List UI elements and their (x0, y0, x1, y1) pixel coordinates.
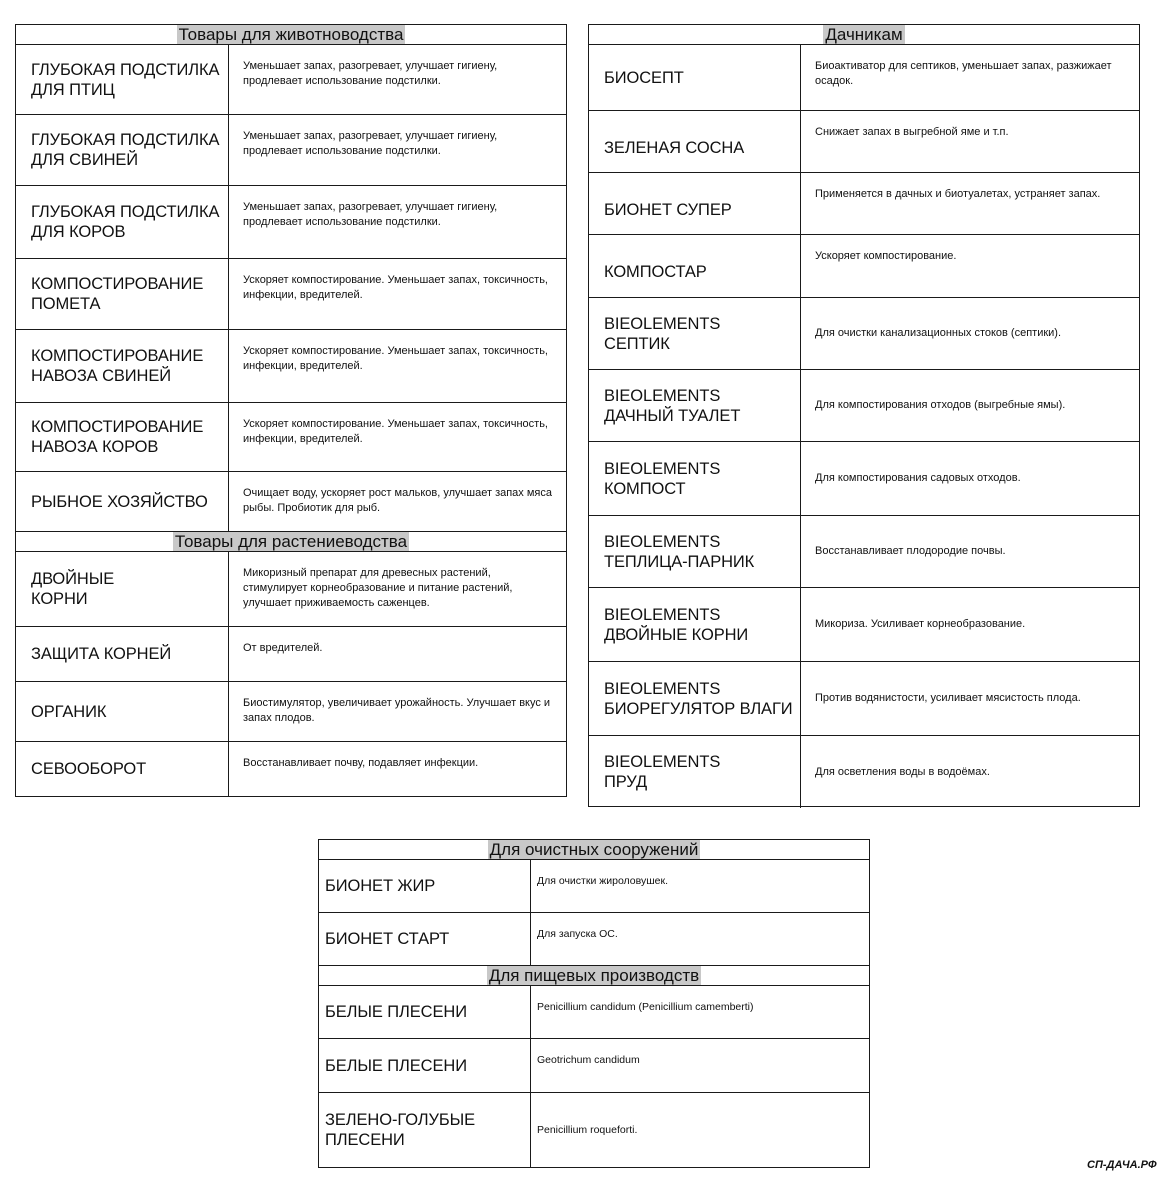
table-row (589, 516, 1139, 588)
product-desc: Penicillium roqueforti. (537, 1123, 638, 1136)
site-watermark: СП-ДАЧА.РФ (1087, 1159, 1157, 1171)
product-name: BIEOLEMENTS ПРУД (589, 736, 801, 808)
table-row (16, 259, 566, 330)
product-desc: Для компостирования садовых отходов. (815, 472, 1021, 484)
product-name: СЕВООБОРОТ (16, 742, 229, 796)
table-row (319, 913, 869, 966)
product-name: ГЛУБОКАЯ ПОДСТИЛКА ДЛЯ ПТИЦ (16, 45, 229, 114)
product-desc: Ускоряет компостирование. Уменьшает запах, токсичность, инфекции, вредителей. (243, 418, 548, 445)
product-desc: Биоактиватор для септиков, уменьшает запах, разжижает осадок. (815, 60, 1112, 87)
product-name: BIEOLEMENTS ДАЧНЫЙ ТУАЛЕТ (589, 370, 801, 441)
table-row (589, 45, 1139, 111)
food-title: Для пищевых производств (488, 966, 700, 985)
livestock-table (15, 24, 567, 797)
product-name: ЗЕЛЕНО-ГОЛУБЫЕ ПЛЕСЕНИ (319, 1093, 531, 1167)
table-row (16, 115, 566, 186)
product-name: КОМПОСТИРОВАНИЕ НАВОЗА СВИНЕЙ (16, 330, 229, 402)
product-name: BIEOLEMENTS КОМПОСТ (589, 442, 801, 515)
table-row (16, 682, 566, 742)
product-name: БИОНЕТ СТАРТ (319, 913, 531, 965)
product-name: БИОСЕПТ (589, 45, 801, 110)
product-desc: Снижает запах в выгребной яме и т.п. (815, 126, 1009, 138)
product-name: БИОНЕТ СУПЕР (589, 173, 801, 234)
crops-title: Товары для растениеводства (174, 532, 408, 551)
product-name: БЕЛЫЕ ПЛЕСЕНИ (319, 986, 531, 1038)
product-name: РЫБНОЕ ХОЗЯЙСТВО (16, 472, 229, 531)
table-row (589, 442, 1139, 516)
table-row (16, 472, 566, 532)
product-desc: Penicillium candidum (Penicillium camemberti) (537, 1001, 754, 1013)
product-name: ДВОЙНЫЕ КОРНИ (16, 552, 229, 626)
product-desc: Биостимулятор, увеличивает урожайность. Улучшает вкус и запах плодов. (243, 697, 551, 724)
treatment-header (319, 840, 869, 860)
product-name: БИОНЕТ ЖИР (319, 860, 531, 912)
product-desc: Восстанавливает почву, подавляет инфекции. (243, 757, 479, 769)
product-desc: Уменьшает запах, разогревает, улучшает гигиену, продлевает использование подстилки. (243, 130, 498, 157)
table-row (589, 235, 1139, 298)
product-desc: Применяется в дачных и биотуалетах, устраняет запах. (815, 188, 1101, 200)
product-desc: Микоризный препарат для древесных растений, стимулирует корнеобразование и питание растений, улучшает приживаемость саженцев. (243, 567, 513, 609)
product-name: КОМПОСТАР (589, 235, 801, 297)
table-row (16, 330, 566, 403)
product-desc: Уменьшает запах, разогревает, улучшает гигиену, продлевает использование подстилки. (243, 60, 498, 87)
product-desc: Для запуска ОС. (537, 928, 618, 940)
treatment-title: Для очистных сооружений (489, 840, 699, 859)
crops-header (16, 532, 566, 552)
treatment-food-table (318, 839, 870, 1168)
table-row (589, 298, 1139, 370)
table-row (589, 736, 1139, 808)
gardeners-header (589, 25, 1139, 45)
product-name: КОМПОСТИРОВАНИЕ НАВОЗА КОРОВ (16, 403, 229, 471)
livestock-header (16, 25, 566, 45)
product-desc: Очищает воду, ускоряет рост мальков, улучшает запах мяса рыбы. Пробиотик для рыб. (243, 487, 552, 514)
food-header (319, 966, 869, 986)
table-row (589, 588, 1139, 662)
product-desc: Ускоряет компостирование. Уменьшает запах, токсичность, инфекции, вредителей. (243, 345, 548, 372)
product-name: BIEOLEMENTS БИОРЕГУЛЯТОР ВЛАГИ (589, 662, 801, 735)
table-row (16, 45, 566, 115)
product-desc: От вредителей. (243, 642, 323, 654)
product-desc: Микориза. Усиливает корнеобразование. (815, 618, 1026, 630)
table-row (589, 173, 1139, 235)
gardeners-title: Дачникам (825, 25, 903, 44)
gardeners-table (588, 24, 1140, 807)
product-name: БЕЛЫЕ ПЛЕСЕНИ (319, 1039, 531, 1092)
livestock-title: Товары для животноводства (178, 25, 404, 44)
table-row (16, 552, 566, 627)
table-row (16, 742, 566, 796)
table-row (589, 370, 1139, 442)
table-row (16, 403, 566, 472)
table-row (589, 662, 1139, 736)
table-row (319, 1093, 869, 1167)
product-name: BIEOLEMENTS СЕПТИК (589, 298, 801, 369)
product-desc: Уменьшает запах, разогревает, улучшает гигиену, продлевает использование подстилки. (243, 201, 498, 228)
product-name: ЗАЩИТА КОРНЕЙ (16, 627, 229, 681)
product-name: КОМПОСТИРОВАНИЕ ПОМЕТА (16, 259, 229, 329)
product-desc: Для компостирования отходов (выгребные ямы). (815, 399, 1066, 411)
table-row (589, 111, 1139, 173)
product-desc: Для осветления воды в водоёмах. (815, 765, 990, 778)
product-name: BIEOLEMENTS ДВОЙНЫЕ КОРНИ (589, 588, 801, 661)
product-desc: Ускоряет компостирование. Уменьшает запах, токсичность, инфекции, вредителей. (243, 274, 548, 301)
product-desc: Восстанавливает плодородие почвы. (815, 545, 1006, 557)
product-desc: Для очистки жироловушек. (537, 875, 669, 887)
table-row (319, 1039, 869, 1093)
table-row (16, 186, 566, 259)
product-desc: Ускоряет компостирование. (815, 250, 957, 262)
product-desc: Для очистки канализационных стоков (септики). (815, 327, 1062, 339)
product-name: ГЛУБОКАЯ ПОДСТИЛКА ДЛЯ СВИНЕЙ (16, 115, 229, 185)
product-desc: Против водянистости, усиливает мясистость плода. (815, 692, 1081, 704)
table-row (319, 860, 869, 913)
table-row (319, 986, 869, 1039)
product-name: ОРГАНИК (16, 682, 229, 741)
product-desc: Geotrichum candidum (537, 1054, 640, 1066)
product-name: ГЛУБОКАЯ ПОДСТИЛКА ДЛЯ КОРОВ (16, 186, 229, 258)
table-row (16, 627, 566, 682)
product-name: ЗЕЛЕНАЯ СОСНА (589, 111, 801, 172)
product-name: BIEOLEMENTS ТЕПЛИЦА-ПАРНИК (589, 516, 801, 587)
